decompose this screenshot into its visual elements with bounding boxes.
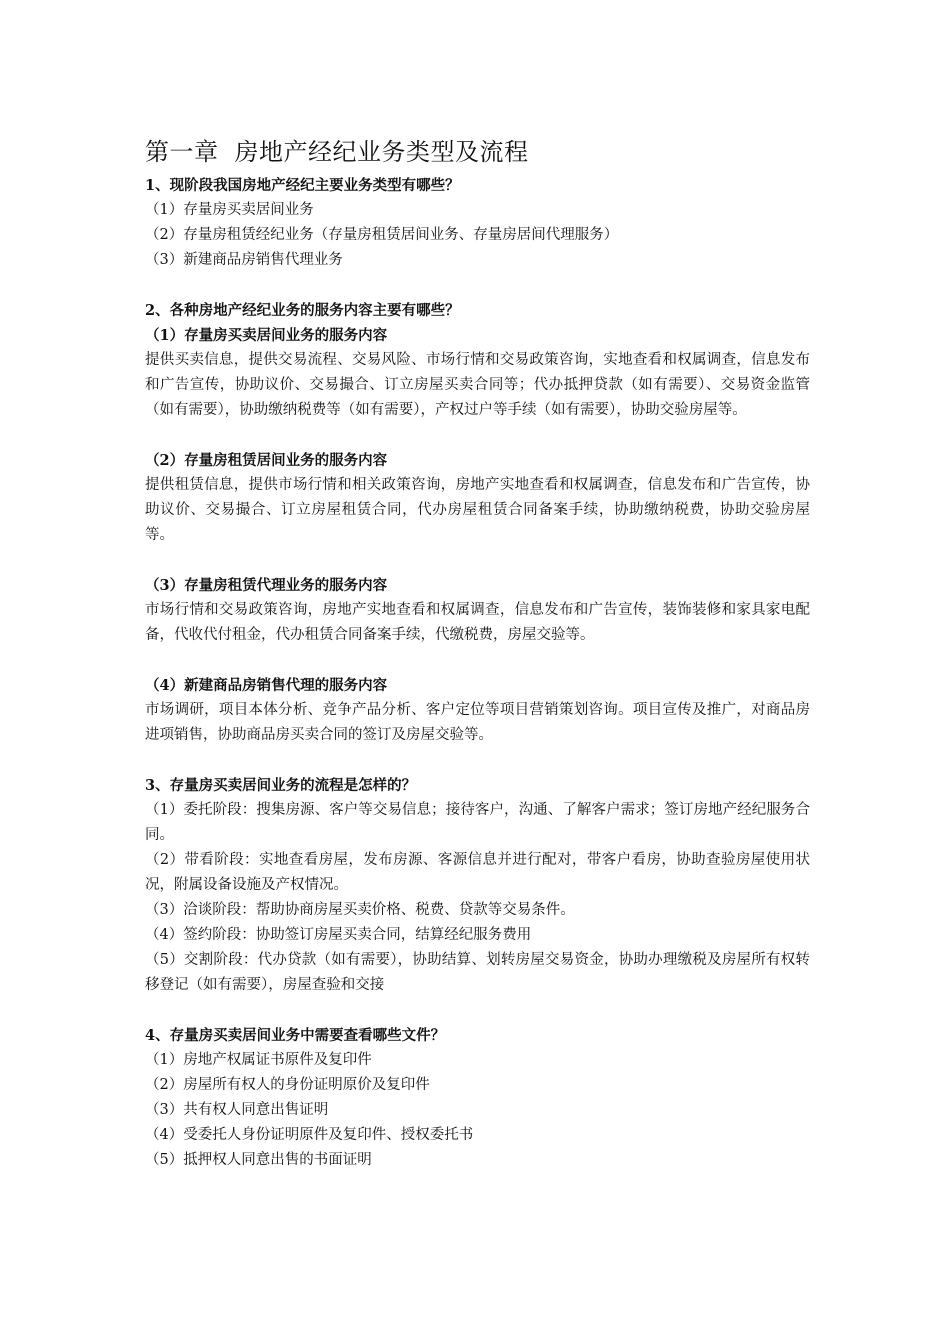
chapter-title: [145, 135, 810, 169]
question-4: 4、存量房买卖居间业务中需要查看哪些文件？: [145, 1027, 446, 1044]
q2-section-1-heading: （1）存量房买卖居间业务的服务内容: [145, 327, 388, 344]
document-page: [145, 135, 810, 1173]
q3-item-3: （3）洽谈阶段：帮助协商房屋买卖价格、税费、贷款等交易条件。: [145, 902, 575, 918]
q3-item-4: （4）签约阶段：协助签订房屋买卖合同，结算经纪服务费用: [145, 927, 532, 943]
spacer: [145, 423, 810, 448]
q1-item-2: （2）存量房租赁经纪业务（存量房租赁居间业务、存量房居间代理服务）: [145, 227, 619, 243]
q4-item-2: （2）房屋所有权人的身份证明原价及复印件: [145, 1077, 430, 1093]
spacer: [145, 648, 810, 673]
chapter-name: 房地产经纪业务类型及流程: [234, 138, 529, 166]
q4-item-3: （3）共有权人同意出售证明: [145, 1102, 329, 1118]
q4-item-1: （1）房地产权属证书原件及复印件: [145, 1052, 372, 1068]
q3-item-5: （5）交割阶段：代办贷款（如有需要），协助结算、划转房屋交易资金，协助办理缴税及房屋所有权转移登记（如有需要），房屋查验和交接: [145, 952, 810, 993]
q2-section-2-heading: （2）存量房租赁居间业务的服务内容: [145, 452, 388, 469]
q1-item-3: （3）新建商品房销售代理业务: [145, 252, 343, 268]
q2-section-2-text: 提供租赁信息，提供市场行情和相关政策咨询，房地产实地查看和权属调查，信息发布和广告宣传，协助议价、交易撮合、订立房屋租赁合同，代办房屋租赁合同备案手续，协助缴纳税费，协助交验房屋等。: [145, 477, 810, 543]
q2-section-4-text: 市场调研，项目本体分析、竞争产品分析、客户定位等项目营销策划咨询。项目宣传及推广，对商品房进项销售，协助商品房买卖合同的签订及房屋交验等。: [145, 702, 810, 743]
chapter-number: 第一章: [145, 138, 219, 166]
q2-section-4-heading: （4）新建商品房销售代理的服务内容: [145, 677, 388, 694]
question-3: 3、存量房买卖居间业务的流程是怎样的？: [145, 777, 417, 794]
q2-section-3-text: 市场行情和交易政策咨询，房地产实地查看和权属调查，信息发布和广告宣传，装饰装修和家具家电配备，代收代付租金，代办租赁合同备案手续，代缴税费，房屋交验等。: [145, 602, 810, 643]
spacer: [145, 998, 810, 1023]
q3-item-1: （1）委托阶段：搜集房源、客户等交易信息；接待客户，沟通、了解客户需求；签订房地产经纪服务合同。: [145, 802, 810, 843]
q1-item-1: （1）存量房买卖居间业务: [145, 202, 314, 218]
spacer: [145, 748, 810, 773]
q2-section-1-text: 提供买卖信息，提供交易流程、交易风险、市场行情和交易政策咨询，实地查看和权属调查，信息发布和广告宣传，协助议价、交易撮合、订立房屋买卖合同等；代办抵押贷款（如有需要）、交易资金监管（如有需要），协助缴纳税费等（如有需要），产权过户等手续（如有需要），协助交验房屋等。: [145, 352, 810, 418]
q3-item-2: （2）带看阶段：实地查看房屋，发布房源、客源信息并进行配对，带客户看房，协助查验房屋使用状况，附属设备设施及产权情况。: [145, 852, 810, 893]
spacer: [145, 273, 810, 298]
question-2: 2、各种房地产经纪业务的服务内容主要有哪些？: [145, 302, 460, 319]
q4-item-5: （5）抵押权人同意出售的书面证明: [145, 1152, 372, 1168]
q2-section-3-heading: （3）存量房租赁代理业务的服务内容: [145, 577, 388, 594]
q4-item-4: （4）受委托人身份证明原件及复印件、授权委托书: [145, 1127, 474, 1143]
spacer: [145, 548, 810, 573]
question-1: 1、现阶段我国房地产经纪主要业务类型有哪些？: [145, 177, 460, 194]
